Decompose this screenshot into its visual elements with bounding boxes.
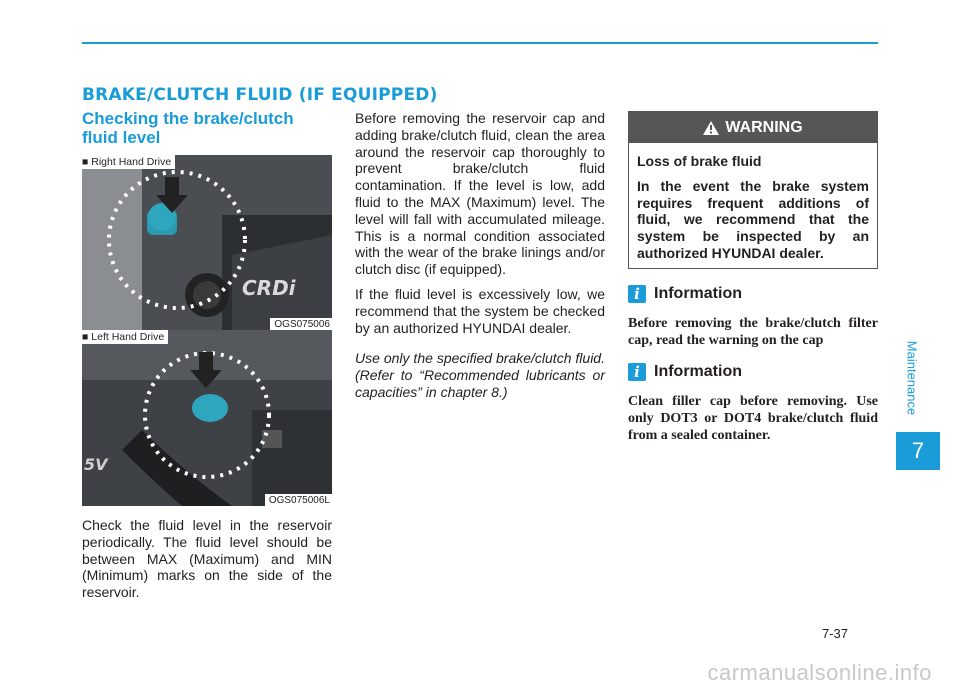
info-icon: i [628, 285, 646, 303]
figure-caption: ■ Left Hand Drive [82, 330, 168, 344]
figure-code: OGS075006 [270, 318, 332, 330]
section-subheading: Checking the brake/clutch fluid level [82, 109, 294, 147]
warning-triangle-icon [703, 121, 719, 135]
watermark: carmanualsonline.info [707, 660, 932, 685]
svg-text:CRDi: CRDi [242, 276, 296, 300]
chapter-tab: 7 [896, 432, 940, 470]
warning-header [629, 112, 877, 143]
info-text-1: Before removing the brake/clutch filter cap, read the warning on the cap [628, 316, 878, 348]
figure-left-hand-drive [82, 330, 332, 506]
paragraph: Use only the specified brake/clutch fluid. (Refer to “Recommended lubricants or capacities” in chapter 8.) [355, 350, 605, 400]
left-body-text: Check the fluid level in the reservoir periodically. The fluid level should be between MAX (Maximum) and MIN (Minimum) marks on the side of the reservoir. [82, 517, 332, 601]
warning-box [628, 111, 878, 269]
middle-column [355, 110, 605, 409]
info-heading-text: Information [654, 363, 742, 380]
section-label-text: Maintenance [904, 340, 920, 416]
figure-code: OGS075006L [265, 494, 332, 506]
figure-caption: ■ Right Hand Drive [82, 155, 175, 169]
section-side-label [902, 330, 922, 426]
info-heading-1 [628, 285, 742, 303]
paragraph: If the fluid level is excessively low, we recommend that the system be checked by an authorized HYUNDAI dealer. [355, 285, 605, 336]
page-number: 7-37 [822, 626, 849, 641]
engine-bay-image [82, 155, 332, 330]
paragraph: Before removing the reservoir cap and adding brake/clutch fluid, clean the area around the reservoir cap thoroughly to prevent brake/clutch fluid contamination. If the level is low, add fluid to the MAX (Maximum) level. The level will fall with accumulated mileage. This is a normal condition associated with the wear of the brake linings and/or clutch disc (if equipped). [355, 110, 605, 278]
engine-bay-image [82, 330, 332, 506]
warning-text: In the event the brake system requires frequent additions of fluid, we recommend that the system be inspected by an authorized HYUNDAI dealer. [637, 177, 869, 261]
info-heading-2 [628, 363, 742, 381]
warning-label: WARNING [725, 118, 803, 136]
info-text-2: Clean filler cap before removing. Use only DOT3 or DOT4 brake/clutch fluid from a sealed container. [628, 394, 878, 443]
warning-title: Loss of brake fluid [637, 153, 762, 169]
figure-right-hand-drive [82, 155, 332, 330]
info-heading-text: Information [654, 285, 742, 302]
header-rule [82, 42, 878, 44]
info-icon: i [628, 363, 646, 381]
svg-text:5V: 5V [84, 455, 108, 474]
page-title: BRAKE/CLUTCH FLUID (IF EQUIPPED) [82, 85, 438, 105]
warning-body [629, 143, 877, 262]
